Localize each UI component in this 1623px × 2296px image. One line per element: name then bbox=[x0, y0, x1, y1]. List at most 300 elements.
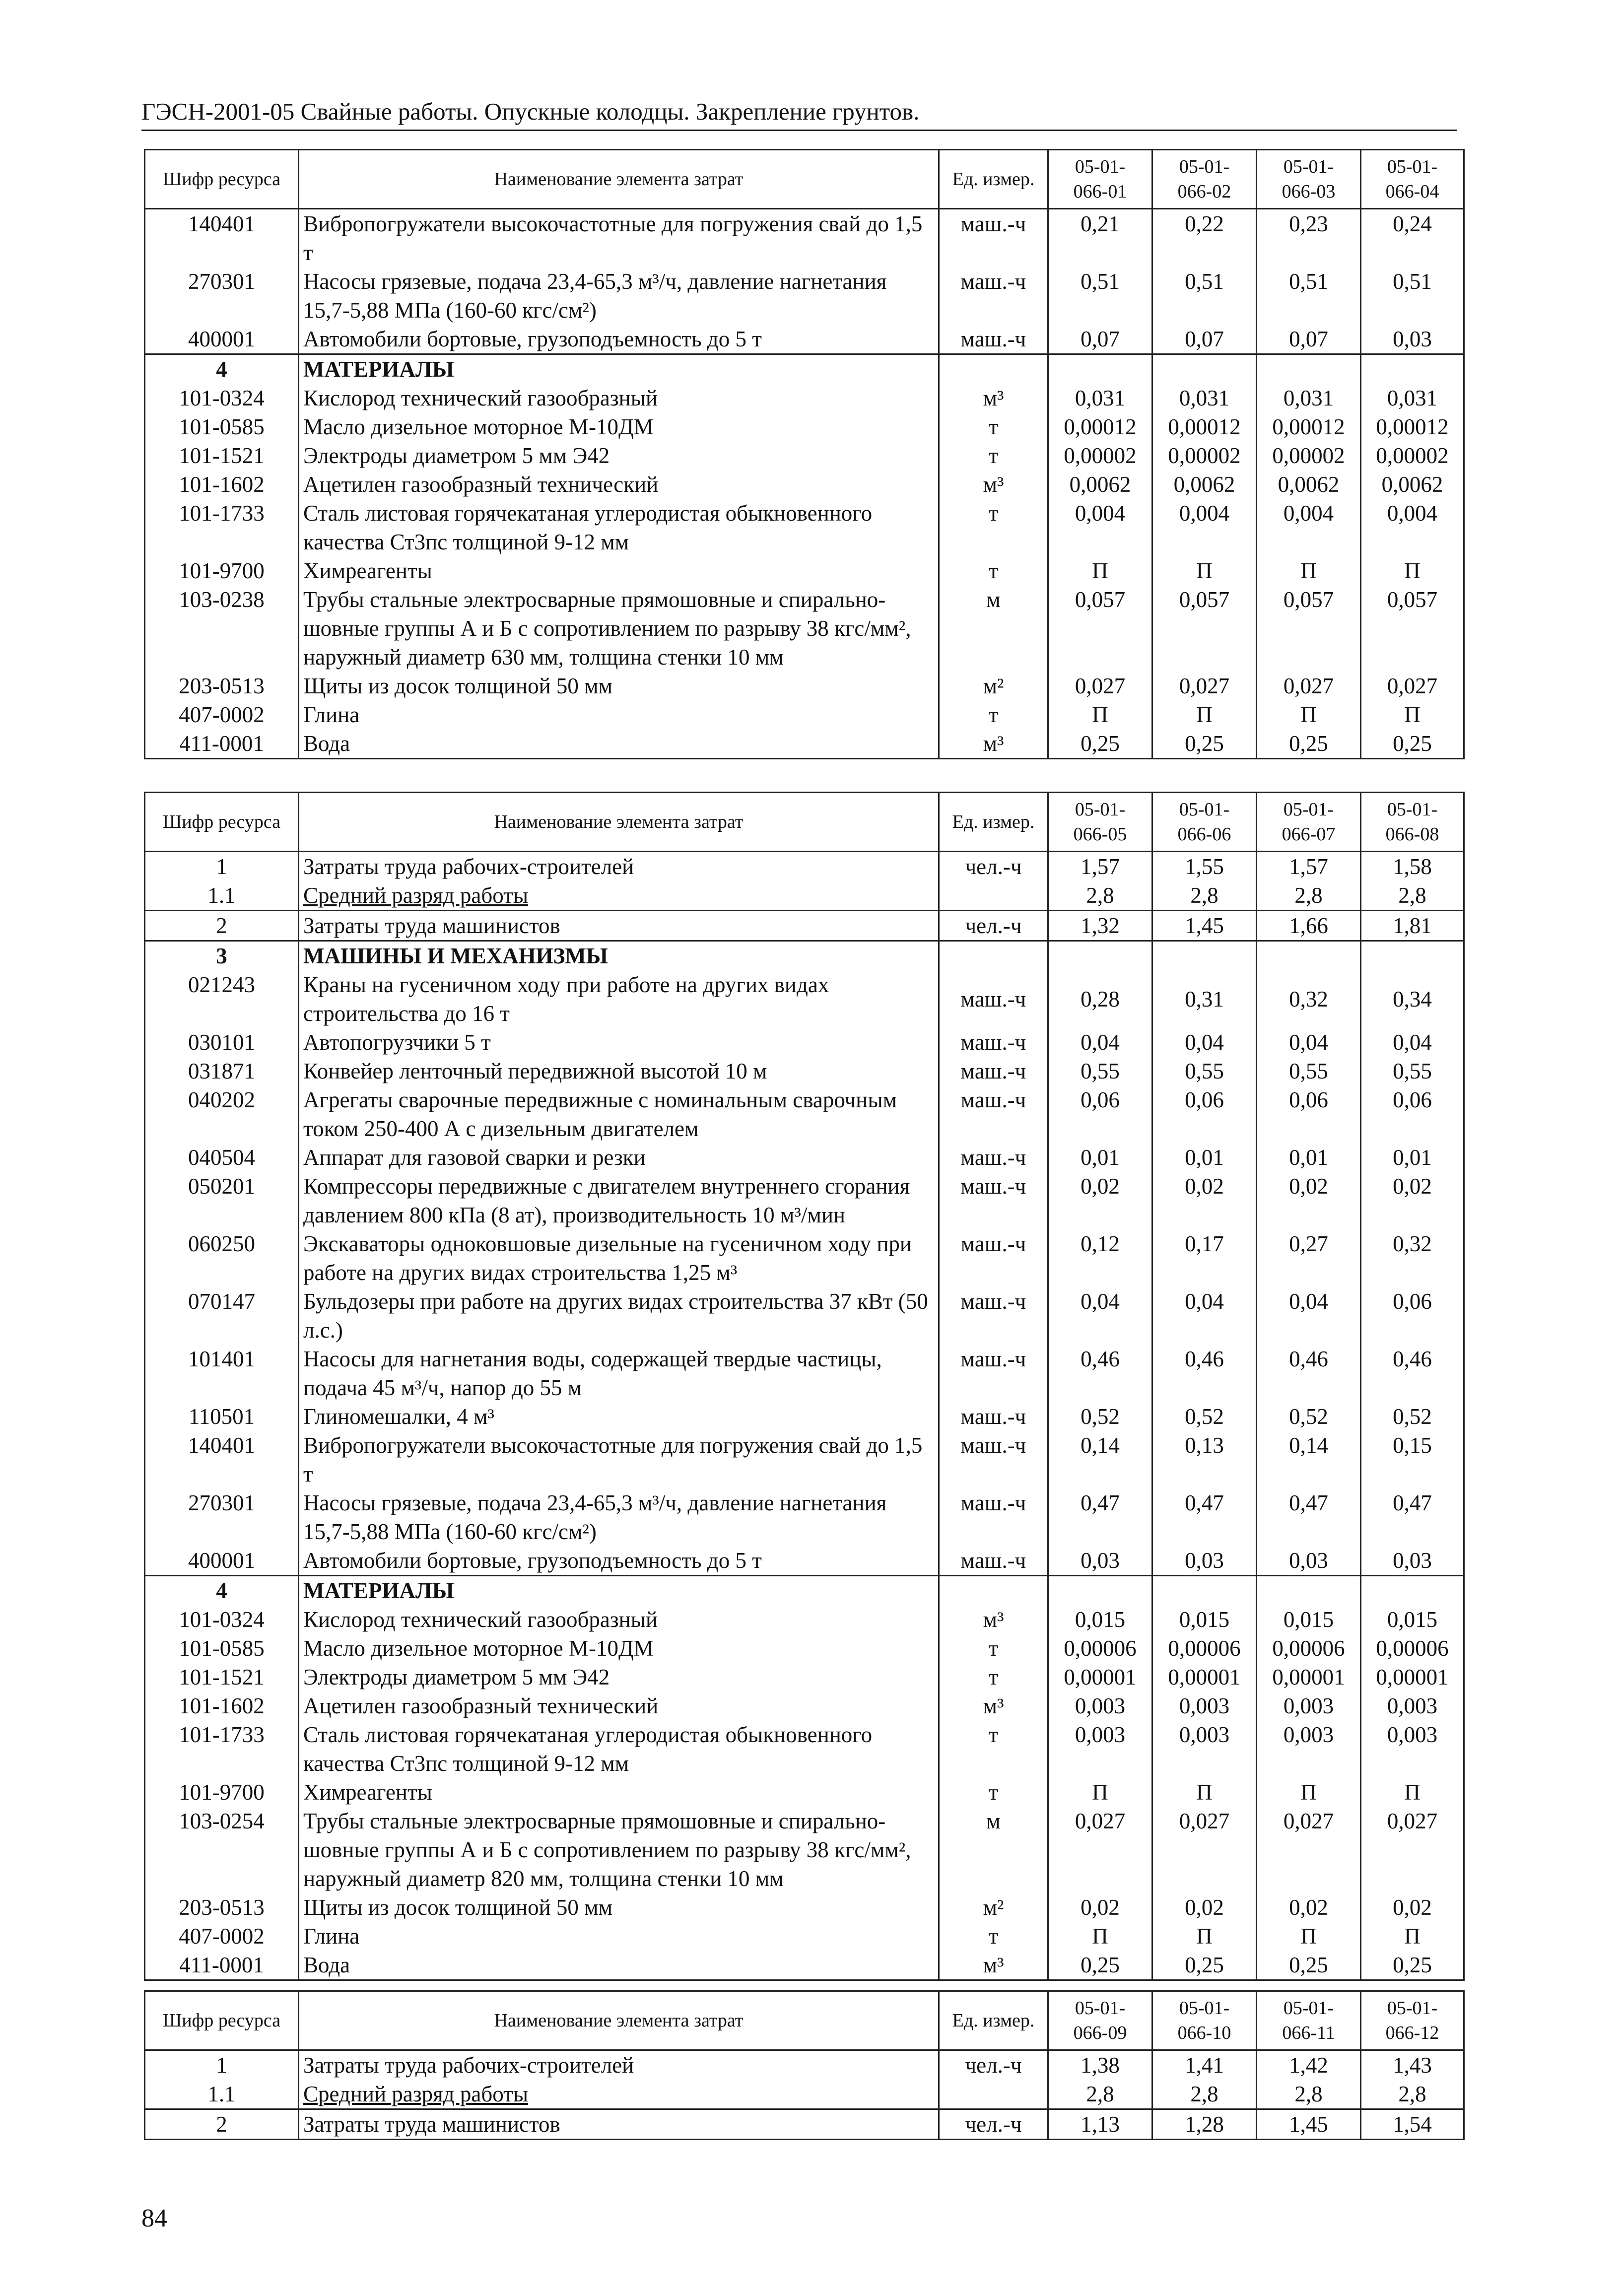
norm-value: 0,55 bbox=[1152, 1057, 1257, 1085]
table-row bbox=[145, 2080, 1464, 2109]
norm-value: 0,51 bbox=[1048, 267, 1152, 325]
norm-value: 2,8 bbox=[1361, 881, 1464, 911]
norm-value: 0,32 bbox=[1361, 1229, 1464, 1287]
unit-of-measure: м² bbox=[939, 672, 1048, 700]
cost-element-name: Щиты из досок толщиной 50 мм bbox=[299, 672, 939, 700]
norm-value: 0,06 bbox=[1257, 1085, 1361, 1143]
norm-value: 0,003 bbox=[1152, 1720, 1257, 1778]
resource-code: 030101 bbox=[145, 1028, 299, 1057]
cost-element-name: Химреагенты bbox=[299, 556, 939, 585]
cost-element-name: МАШИНЫ И МЕХАНИЗМЫ bbox=[299, 941, 939, 971]
cost-element-name: Сталь листовая горячекатаная углеродистая обыкновенного качества Ст3пс толщиной 9-12 мм bbox=[299, 499, 939, 556]
norm-value: 0,06 bbox=[1048, 1085, 1152, 1143]
unit-of-measure: маш.-ч bbox=[939, 1488, 1048, 1546]
norm-value: 1,55 bbox=[1152, 852, 1257, 881]
resource-code: 101-9700 bbox=[145, 1778, 299, 1807]
table-row bbox=[145, 556, 1464, 585]
norm-value: 1,32 bbox=[1048, 911, 1152, 941]
unit-of-measure: т bbox=[939, 1922, 1048, 1951]
norm-value: 2,8 bbox=[1152, 2080, 1257, 2109]
cost-element-name: Средний разряд работы bbox=[299, 881, 939, 911]
cost-element-name: Аппарат для газовой сварки и резки bbox=[299, 1143, 939, 1172]
norm-value: 0,55 bbox=[1257, 1057, 1361, 1085]
resource-code: 400001 bbox=[145, 1546, 299, 1576]
cost-element-name: Глиномешалки, 4 м³ bbox=[299, 1402, 939, 1431]
unit-of-measure: чел.-ч bbox=[939, 852, 1048, 881]
unit-of-measure: маш.-ч bbox=[939, 1028, 1048, 1057]
resource-code: 101-1521 bbox=[145, 1663, 299, 1691]
resource-code: 040202 bbox=[145, 1085, 299, 1143]
resource-code: 101-9700 bbox=[145, 556, 299, 585]
norm-value: 0,31 bbox=[1152, 970, 1257, 1028]
table-row bbox=[145, 267, 1464, 325]
table-row bbox=[145, 1663, 1464, 1691]
table-row bbox=[145, 1691, 1464, 1720]
norm-value: 0,015 bbox=[1361, 1605, 1464, 1634]
unit-of-measure: м³ bbox=[939, 1691, 1048, 1720]
resource-code: 140401 bbox=[145, 1431, 299, 1488]
table-row bbox=[145, 970, 1464, 1028]
norm-value: 0,15 bbox=[1361, 1431, 1464, 1488]
norm-value: 0,01 bbox=[1361, 1143, 1464, 1172]
cost-element-name: Масло дизельное моторное М-10ДМ bbox=[299, 412, 939, 441]
table-header-row bbox=[145, 1991, 1464, 2050]
table-header-row bbox=[145, 793, 1464, 852]
norm-value: 0,00001 bbox=[1257, 1663, 1361, 1691]
cost-element-name: Насосы грязевые, подача 23,4-65,3 м³/ч, давление нагнетания 15,7-5,88 МПа (160-60 кгс/см²) bbox=[299, 1488, 939, 1546]
norm-value: 2,8 bbox=[1257, 881, 1361, 911]
unit-of-measure: м³ bbox=[939, 384, 1048, 412]
norm-value: 0,06 bbox=[1152, 1085, 1257, 1143]
norm-value: 0,06 bbox=[1361, 1085, 1464, 1143]
unit-of-measure: м³ bbox=[939, 1605, 1048, 1634]
norm-value: 0,46 bbox=[1048, 1345, 1152, 1402]
norm-value: 0,47 bbox=[1152, 1488, 1257, 1546]
resource-code: 411-0001 bbox=[145, 729, 299, 759]
cost-element-name: Насосы для нагнетания воды, содержащей твердые частицы, подача 45 м³/ч, напор до 55 м bbox=[299, 1345, 939, 1402]
norm-value: 0,00002 bbox=[1048, 441, 1152, 470]
cost-element-name: Трубы стальные электросварные прямошовные и спирально-шовные группы А и Б с сопротивлением по разрыву 38 кгс/мм², наружный диаметр 820 мм, толщина стенки 10 мм bbox=[299, 1807, 939, 1893]
norm-value: 0,04 bbox=[1152, 1028, 1257, 1057]
unit-of-measure: чел.-ч bbox=[939, 2109, 1048, 2140]
resource-code: 1 bbox=[145, 852, 299, 881]
cost-element-name: Вода bbox=[299, 729, 939, 759]
norm-value: 0,14 bbox=[1257, 1431, 1361, 1488]
table-row bbox=[145, 881, 1464, 911]
unit-of-measure: маш.-ч bbox=[939, 1287, 1048, 1345]
resource-code: 2 bbox=[145, 911, 299, 941]
norm-value: 0,52 bbox=[1152, 1402, 1257, 1431]
table-row bbox=[145, 1778, 1464, 1807]
cost-element-name: Затраты труда машинистов bbox=[299, 911, 939, 941]
unit-of-measure: маш.-ч bbox=[939, 1143, 1048, 1172]
cost-element-name: Затраты труда рабочих-строителей bbox=[299, 2050, 939, 2080]
unit-of-measure: чел.-ч bbox=[939, 911, 1048, 941]
norm-value: 0,52 bbox=[1257, 1402, 1361, 1431]
norm-value: 1,57 bbox=[1048, 852, 1152, 881]
norm-value: 0,00001 bbox=[1361, 1663, 1464, 1691]
norm-value: 0,004 bbox=[1152, 499, 1257, 556]
header-code: Шифр ресурса bbox=[145, 150, 299, 209]
norm-value: 0,031 bbox=[1361, 384, 1464, 412]
table-row bbox=[145, 1488, 1464, 1546]
norm-value: 0,027 bbox=[1361, 1807, 1464, 1893]
norm-value: 0,04 bbox=[1048, 1028, 1152, 1057]
cost-element-name: Трубы стальные электросварные прямошовные и спирально-шовные группы А и Б с сопротивлением по разрыву 38 кгс/мм², наружный диаметр 630 мм, толщина стенки 10 мм bbox=[299, 585, 939, 672]
norm-value: 0,22 bbox=[1152, 209, 1257, 268]
unit-of-measure: маш.-ч bbox=[939, 1057, 1048, 1085]
norm-value: 0,34 bbox=[1361, 970, 1464, 1028]
norm-value: 0,00002 bbox=[1152, 441, 1257, 470]
norm-value: 0,00012 bbox=[1048, 412, 1152, 441]
norm-value: 0,027 bbox=[1152, 672, 1257, 700]
norm-value: 1,43 bbox=[1361, 2050, 1464, 2080]
cost-element-name: Химреагенты bbox=[299, 1778, 939, 1807]
norm-value: 0,51 bbox=[1361, 267, 1464, 325]
cost-element-name: Экскаваторы одноковшовые дизельные на гусеничном ходу при работе на других видах строительства 1,25 м³ bbox=[299, 1229, 939, 1287]
table-row bbox=[145, 700, 1464, 729]
unit-of-measure bbox=[939, 2080, 1048, 2109]
norm-value: 0,02 bbox=[1257, 1893, 1361, 1922]
norm-value: 0,07 bbox=[1048, 325, 1152, 354]
norm-value: 0,07 bbox=[1152, 325, 1257, 354]
table-row bbox=[145, 1605, 1464, 1634]
norm-value: П bbox=[1152, 1922, 1257, 1951]
norm-value bbox=[1152, 354, 1257, 384]
norm-value: 0,00001 bbox=[1152, 1663, 1257, 1691]
unit-of-measure: т bbox=[939, 556, 1048, 585]
unit-of-measure: маш.-ч bbox=[939, 267, 1048, 325]
norm-value: 0,52 bbox=[1361, 1402, 1464, 1431]
resource-code: 4 bbox=[145, 354, 299, 384]
table-row bbox=[145, 1402, 1464, 1431]
norm-value: 0,003 bbox=[1048, 1720, 1152, 1778]
unit-of-measure: м³ bbox=[939, 729, 1048, 759]
cost-element-name: Глина bbox=[299, 700, 939, 729]
header-code: Шифр ресурса bbox=[145, 793, 299, 852]
unit-of-measure: маш.-ч bbox=[939, 1431, 1048, 1488]
header-norm-code: 05-01- 066-01 bbox=[1048, 150, 1152, 209]
norm-value: 0,12 bbox=[1048, 1229, 1152, 1287]
cost-element-name: Кислород технический газообразный bbox=[299, 384, 939, 412]
norm-value: 0,0062 bbox=[1361, 470, 1464, 499]
unit-of-measure: маш.-ч bbox=[939, 325, 1048, 354]
norm-value bbox=[1361, 1576, 1464, 1606]
norm-value: 0,52 bbox=[1048, 1402, 1152, 1431]
norm-value: 0,00012 bbox=[1257, 412, 1361, 441]
table-row bbox=[145, 1028, 1464, 1057]
header-code: Шифр ресурса bbox=[145, 1991, 299, 2050]
norm-value: 0,04 bbox=[1257, 1287, 1361, 1345]
table-row bbox=[145, 1143, 1464, 1172]
norm-value bbox=[1048, 354, 1152, 384]
norm-value: 0,25 bbox=[1152, 729, 1257, 759]
resource-table-1 bbox=[144, 149, 1465, 759]
resource-code: 1.1 bbox=[145, 2080, 299, 2109]
resource-code: 103-0238 bbox=[145, 585, 299, 672]
norm-value: 0,027 bbox=[1048, 1807, 1152, 1893]
table-row bbox=[145, 384, 1464, 412]
norm-value: 0,003 bbox=[1361, 1691, 1464, 1720]
norm-value: 0,031 bbox=[1257, 384, 1361, 412]
cost-element-name: Компрессоры передвижные с двигателем внутреннего сгорания давлением 800 кПа (8 ат), производительность 10 м³/мин bbox=[299, 1172, 939, 1229]
norm-value: 1,28 bbox=[1152, 2109, 1257, 2140]
unit-of-measure: маш.-ч bbox=[939, 1546, 1048, 1576]
cost-element-name: Вода bbox=[299, 1951, 939, 1980]
norm-value: 0,02 bbox=[1048, 1172, 1152, 1229]
table-row bbox=[145, 1576, 1464, 1606]
resource-code: 040504 bbox=[145, 1143, 299, 1172]
table-row bbox=[145, 354, 1464, 384]
unit-of-measure: чел.-ч bbox=[939, 2050, 1048, 2080]
cost-element-name: Вибропогружатели высокочастотные для погружения свай до 1,5 т bbox=[299, 1431, 939, 1488]
norm-value: П bbox=[1257, 1778, 1361, 1807]
resource-code: 203-0513 bbox=[145, 672, 299, 700]
norm-value: 0,02 bbox=[1361, 1172, 1464, 1229]
cost-element-name: Электроды диаметром 5 мм Э42 bbox=[299, 441, 939, 470]
header-norm-code: 05-01- 066-03 bbox=[1257, 150, 1361, 209]
cost-element-name: Бульдозеры при работе на других видах строительства 37 кВт (50 л.с.) bbox=[299, 1287, 939, 1345]
norm-value: 0,00012 bbox=[1361, 412, 1464, 441]
norm-value: 0,0062 bbox=[1048, 470, 1152, 499]
norm-value: 1,38 bbox=[1048, 2050, 1152, 2080]
resource-code: 101-1733 bbox=[145, 499, 299, 556]
unit-of-measure: маш.-ч bbox=[939, 1345, 1048, 1402]
norm-value: 1,13 bbox=[1048, 2109, 1152, 2140]
unit-of-measure: маш.-ч bbox=[939, 970, 1048, 1028]
norm-value: 0,00012 bbox=[1152, 412, 1257, 441]
table-row bbox=[145, 1951, 1464, 1980]
table-row bbox=[145, 412, 1464, 441]
unit-of-measure bbox=[939, 941, 1048, 971]
norm-value: 0,21 bbox=[1048, 209, 1152, 268]
table-row bbox=[145, 441, 1464, 470]
table-row bbox=[145, 1922, 1464, 1951]
resource-code: 4 bbox=[145, 1576, 299, 1606]
page-number: 84 bbox=[141, 2204, 167, 2232]
header-norm-code: 05-01- 066-12 bbox=[1361, 1991, 1464, 2050]
norm-value: 0,0062 bbox=[1152, 470, 1257, 499]
unit-of-measure: т bbox=[939, 441, 1048, 470]
resource-code: 101-0324 bbox=[145, 1605, 299, 1634]
resource-code: 070147 bbox=[145, 1287, 299, 1345]
norm-value: П bbox=[1048, 1922, 1152, 1951]
norm-value: 0,55 bbox=[1048, 1057, 1152, 1085]
resource-table-2 bbox=[144, 792, 1465, 1981]
norm-value: 1,54 bbox=[1361, 2109, 1464, 2140]
norm-value: 0,47 bbox=[1257, 1488, 1361, 1546]
norm-value: 0,003 bbox=[1361, 1720, 1464, 1778]
norm-value: 0,55 bbox=[1361, 1057, 1464, 1085]
norm-value: 0,14 bbox=[1048, 1431, 1152, 1488]
norm-value: 0,25 bbox=[1048, 729, 1152, 759]
resource-code: 2 bbox=[145, 2109, 299, 2140]
norm-value: 1,41 bbox=[1152, 2050, 1257, 2080]
table-row bbox=[145, 325, 1464, 354]
cost-element-name: МАТЕРИАЛЫ bbox=[299, 1576, 939, 1606]
cost-element-name: Насосы грязевые, подача 23,4-65,3 м³/ч, давление нагнетания 15,7-5,88 МПа (160-60 кгс/см²) bbox=[299, 267, 939, 325]
norm-value: 0,00002 bbox=[1361, 441, 1464, 470]
norm-value: П bbox=[1361, 700, 1464, 729]
norm-value: 0,057 bbox=[1361, 585, 1464, 672]
unit-of-measure: м³ bbox=[939, 1951, 1048, 1980]
resource-code: 050201 bbox=[145, 1172, 299, 1229]
norm-value: 0,25 bbox=[1361, 729, 1464, 759]
resource-code: 407-0002 bbox=[145, 1922, 299, 1951]
norm-value: П bbox=[1048, 556, 1152, 585]
norm-value: П bbox=[1257, 1922, 1361, 1951]
norm-value: 1,45 bbox=[1257, 2109, 1361, 2140]
table-row bbox=[145, 1085, 1464, 1143]
norm-value: 0,004 bbox=[1048, 499, 1152, 556]
cost-element-name: Затраты труда рабочих-строителей bbox=[299, 852, 939, 881]
unit-of-measure: маш.-ч bbox=[939, 1172, 1048, 1229]
norm-value: 1,66 bbox=[1257, 911, 1361, 941]
norm-value: П bbox=[1257, 700, 1361, 729]
table-row bbox=[145, 1546, 1464, 1576]
norm-value bbox=[1361, 941, 1464, 971]
resource-code: 060250 bbox=[145, 1229, 299, 1287]
unit-of-measure: т bbox=[939, 1663, 1048, 1691]
unit-of-measure: т bbox=[939, 1778, 1048, 1807]
unit-of-measure: м³ bbox=[939, 470, 1048, 499]
header-norm-code: 05-01- 066-02 bbox=[1152, 150, 1257, 209]
norm-value: П bbox=[1361, 556, 1464, 585]
unit-of-measure bbox=[939, 1576, 1048, 1606]
norm-value: 1,81 bbox=[1361, 911, 1464, 941]
unit-of-measure: маш.-ч bbox=[939, 1402, 1048, 1431]
unit-of-measure: маш.-ч bbox=[939, 209, 1048, 268]
norm-value bbox=[1257, 354, 1361, 384]
table-row bbox=[145, 1807, 1464, 1893]
resource-code: 101-0585 bbox=[145, 1634, 299, 1663]
cost-element-name: Затраты труда машинистов bbox=[299, 2109, 939, 2140]
table-row bbox=[145, 1720, 1464, 1778]
norm-value: 0,015 bbox=[1152, 1605, 1257, 1634]
norm-value: 0,02 bbox=[1152, 1172, 1257, 1229]
cost-element-name: Ацетилен газообразный технический bbox=[299, 470, 939, 499]
header-norm-code: 05-01- 066-05 bbox=[1048, 793, 1152, 852]
norm-value: 0,027 bbox=[1257, 672, 1361, 700]
unit-of-measure: т bbox=[939, 1720, 1048, 1778]
table-row bbox=[145, 1287, 1464, 1345]
norm-value bbox=[1048, 1576, 1152, 1606]
norm-value: 2,8 bbox=[1361, 2080, 1464, 2109]
norm-value: 2,8 bbox=[1048, 881, 1152, 911]
norm-value: 0,02 bbox=[1257, 1172, 1361, 1229]
table-row bbox=[145, 729, 1464, 759]
cost-element-name: Электроды диаметром 5 мм Э42 bbox=[299, 1663, 939, 1691]
cost-element-name: Агрегаты сварочные передвижные с номинальным сварочным током 250-400 А с дизельным двигателем bbox=[299, 1085, 939, 1143]
resource-code: 411-0001 bbox=[145, 1951, 299, 1980]
norm-value: 0,02 bbox=[1048, 1893, 1152, 1922]
header-norm-code: 05-01- 066-04 bbox=[1361, 150, 1464, 209]
unit-of-measure: м² bbox=[939, 1893, 1048, 1922]
cost-element-name: Конвейер ленточный передвижной высотой 10 м bbox=[299, 1057, 939, 1085]
norm-value: 0,027 bbox=[1048, 672, 1152, 700]
cost-element-name: Автомобили бортовые, грузоподъемность до 5 т bbox=[299, 1546, 939, 1576]
unit-of-measure: м bbox=[939, 1807, 1048, 1893]
norm-value: 0,04 bbox=[1257, 1028, 1361, 1057]
cost-element-name: Автопогрузчики 5 т bbox=[299, 1028, 939, 1057]
norm-value: 0,027 bbox=[1152, 1807, 1257, 1893]
norm-value: 0,25 bbox=[1257, 729, 1361, 759]
norm-value: 0,46 bbox=[1257, 1345, 1361, 1402]
norm-value: 0,51 bbox=[1152, 267, 1257, 325]
norm-value: П bbox=[1257, 556, 1361, 585]
norm-value: 0,031 bbox=[1152, 384, 1257, 412]
unit-of-measure: т bbox=[939, 499, 1048, 556]
norm-value: 0,00006 bbox=[1257, 1634, 1361, 1663]
norm-value: 0,015 bbox=[1048, 1605, 1152, 1634]
cost-element-name: Средний разряд работы bbox=[299, 2080, 939, 2109]
norm-value: 0,02 bbox=[1152, 1893, 1257, 1922]
norm-value: 0,031 bbox=[1048, 384, 1152, 412]
table-row bbox=[145, 2109, 1464, 2140]
resource-code: 1.1 bbox=[145, 881, 299, 911]
table-row bbox=[145, 1229, 1464, 1287]
norm-value: 0,04 bbox=[1361, 1028, 1464, 1057]
table-row bbox=[145, 1057, 1464, 1085]
norm-value: 0,47 bbox=[1361, 1488, 1464, 1546]
table-row bbox=[145, 1634, 1464, 1663]
norm-value: 0,00006 bbox=[1048, 1634, 1152, 1663]
norm-value: 0,03 bbox=[1048, 1546, 1152, 1576]
cost-element-name: Автомобили бортовые, грузоподъемность до 5 т bbox=[299, 325, 939, 354]
norm-value: 0,01 bbox=[1257, 1143, 1361, 1172]
norm-value: 0,27 bbox=[1257, 1229, 1361, 1287]
norm-value: 0,057 bbox=[1152, 585, 1257, 672]
norm-value: 1,42 bbox=[1257, 2050, 1361, 2080]
norm-value: 2,8 bbox=[1257, 2080, 1361, 2109]
norm-value bbox=[1257, 1576, 1361, 1606]
norm-value bbox=[1152, 1576, 1257, 1606]
table-row bbox=[145, 941, 1464, 971]
unit-of-measure: маш.-ч bbox=[939, 1229, 1048, 1287]
norm-value: П bbox=[1048, 1778, 1152, 1807]
unit-of-measure: т bbox=[939, 412, 1048, 441]
resource-code: 203-0513 bbox=[145, 1893, 299, 1922]
norm-value: 0,28 bbox=[1048, 970, 1152, 1028]
norm-value: П bbox=[1361, 1922, 1464, 1951]
table-row bbox=[145, 672, 1464, 700]
norm-value: 0,25 bbox=[1152, 1951, 1257, 1980]
resource-code: 3 bbox=[145, 941, 299, 971]
norm-value: 0,003 bbox=[1257, 1691, 1361, 1720]
resource-code: 407-0002 bbox=[145, 700, 299, 729]
resource-code: 140401 bbox=[145, 209, 299, 268]
norm-value: П bbox=[1152, 1778, 1257, 1807]
resource-table-3 bbox=[144, 1990, 1465, 2140]
unit-of-measure bbox=[939, 881, 1048, 911]
norm-value: 1,58 bbox=[1361, 852, 1464, 881]
norm-value: П bbox=[1152, 556, 1257, 585]
cost-element-name: Краны на гусеничном ходу при работе на других видах строительства до 16 т bbox=[299, 970, 939, 1028]
resource-code: 270301 bbox=[145, 1488, 299, 1546]
unit-of-measure: м bbox=[939, 585, 1048, 672]
unit-of-measure: т bbox=[939, 1634, 1048, 1663]
cost-element-name: МАТЕРИАЛЫ bbox=[299, 354, 939, 384]
norm-value: 1,57 bbox=[1257, 852, 1361, 881]
resource-code: 101401 bbox=[145, 1345, 299, 1402]
norm-value: 0,004 bbox=[1257, 499, 1361, 556]
resource-code: 110501 bbox=[145, 1402, 299, 1431]
table-row bbox=[145, 585, 1464, 672]
norm-value: 0,00006 bbox=[1361, 1634, 1464, 1663]
resource-code: 101-0585 bbox=[145, 412, 299, 441]
page-header: ГЭСН-2001-05 Свайные работы. Опускные колодцы. Закрепление грунтов. bbox=[141, 97, 1457, 131]
norm-value: 0,25 bbox=[1257, 1951, 1361, 1980]
